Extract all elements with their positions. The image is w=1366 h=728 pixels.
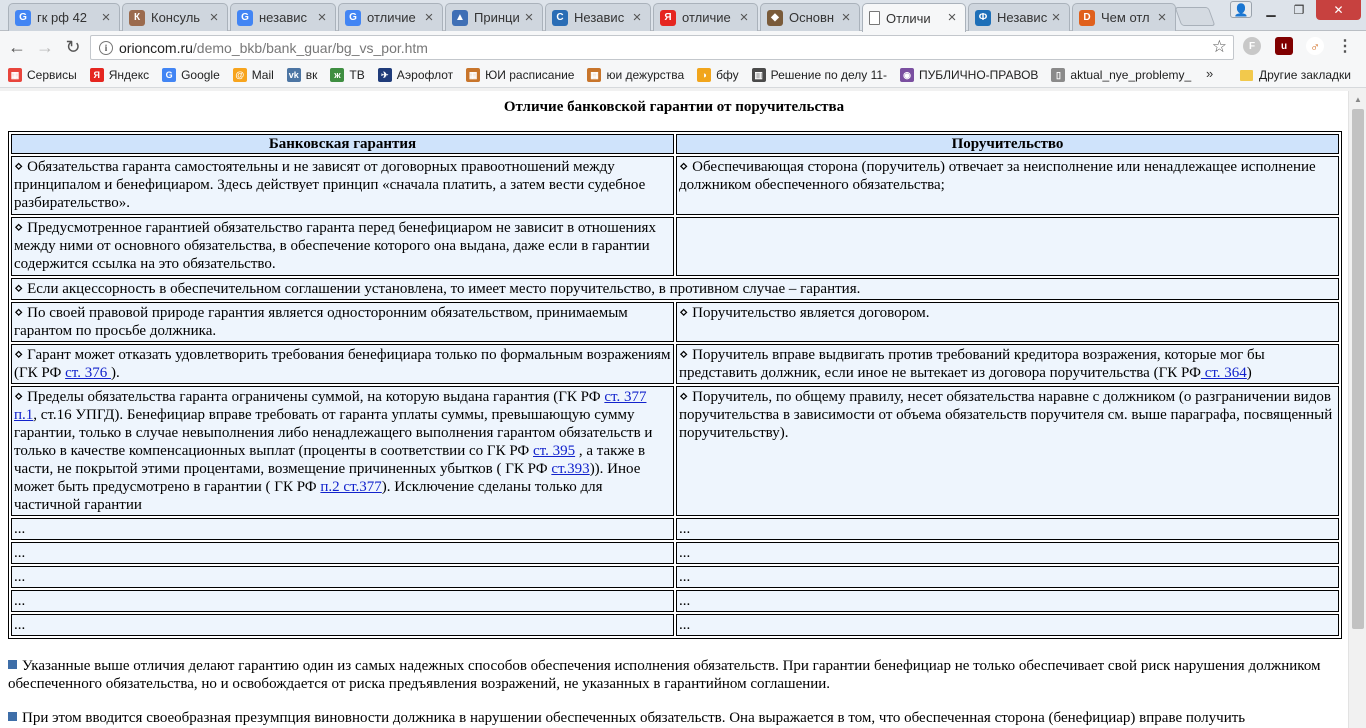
tab-6[interactable]: [545, 3, 651, 31]
maximize-icon: ❐: [1293, 3, 1305, 17]
cell-surety-1: ⋄ Обеспечивающая сторона (поручитель) отвечает за неисполнение или ненадлежащее исполнение должником обеспеченного обязательства;: [676, 156, 1339, 215]
tab-close-icon[interactable]: ×: [101, 8, 111, 26]
cell-text: , ст.16 УПГД). Бенефициар вправе требовать от гаранта уплаты суммы, превышающую сумму гарантии, только в случае невыполнения либо ненадлежащего выполнения гарантом обязательств и только в качестве компенсационных выплат (проценты в соответствии со ГК РФ: [14, 407, 653, 459]
bookmark-label: ПУБЛИЧНО-ПРАВОВ: [919, 68, 1039, 82]
tab-2[interactable]: [122, 3, 228, 31]
vertical-scrollbar[interactable]: [1348, 91, 1366, 728]
paragraph-presumption: [8, 709, 1338, 727]
tab-title: Консуль: [151, 10, 201, 25]
tab-title: гк рф 42: [37, 10, 88, 25]
bfu-icon: ◑: [697, 68, 711, 82]
table-header-row: [11, 134, 1339, 154]
bookmark-item[interactable]: [752, 68, 887, 82]
user-icon: 👤: [1233, 2, 1249, 17]
navigation-bar: [0, 31, 1366, 63]
bullet-square-icon: [8, 712, 17, 721]
cell-ellipsis: ...: [676, 614, 1339, 636]
cell-ellipsis: ...: [11, 542, 674, 564]
link-st-364[interactable]: ст. 364: [1200, 365, 1247, 381]
tab-close-icon[interactable]: ×: [424, 8, 434, 26]
site-icon: ▲: [452, 10, 468, 26]
mail-icon: @: [233, 68, 247, 82]
page-icon: [869, 11, 880, 25]
tab-close-icon[interactable]: ×: [739, 8, 749, 26]
bookmark-item[interactable]: [287, 68, 318, 82]
bookmark-item[interactable]: [378, 68, 453, 82]
tab-10[interactable]: [968, 3, 1070, 31]
court-icon: ▥: [752, 68, 766, 82]
bookmark-item[interactable]: [233, 68, 274, 82]
tab-5[interactable]: [445, 3, 543, 31]
cell-guarantee-4: ⋄ По своей правовой природе гарантия является односторонним обязательством, принимаемым гарантом по просьбе должника.: [11, 302, 674, 342]
google-icon: G: [15, 10, 31, 26]
new-tab-button[interactable]: [1175, 7, 1216, 26]
browser-chrome: [0, 0, 1366, 91]
vk-icon: vk: [288, 70, 299, 80]
reload-button[interactable]: [60, 35, 86, 59]
extension-f-icon[interactable]: F: [1243, 37, 1261, 55]
tab-title: Чем отл: [1101, 10, 1150, 25]
tab-strip: [0, 0, 1366, 31]
tab-7[interactable]: [653, 3, 758, 31]
cell-ellipsis: ...: [11, 566, 674, 588]
cell-ellipsis: ...: [11, 590, 674, 612]
table-row: [11, 386, 1339, 516]
paragraph-text: Указанные выше отличия делают гарантию один из самых надежных способов обеспечения исполнения обязательств. При гарантии бенефициар не только обеспечивает свой риск нарушения должником обеспеченного обязательства, но и освобождается от риска предъявления возражений, не указанных в гарантийном соглашении.: [8, 658, 1321, 692]
tab-9[interactable]: [862, 3, 966, 32]
back-button[interactable]: [4, 35, 30, 59]
tab-title: отличие: [367, 10, 416, 25]
cell-ellipsis: ...: [676, 542, 1339, 564]
table-row: [11, 344, 1339, 384]
bookmark-item[interactable]: [587, 68, 684, 82]
other-bookmarks-folder[interactable]: [1240, 68, 1351, 82]
forward-button[interactable]: [32, 35, 58, 59]
bookmark-label: Яндекс: [108, 68, 150, 82]
page-content: [0, 91, 1348, 728]
bookmark-item[interactable]: [1051, 68, 1191, 82]
tab-title: Основн: [789, 10, 835, 25]
paragraph-conclusion: [8, 657, 1338, 693]
tab-close-icon[interactable]: ×: [1157, 8, 1167, 26]
bookmark-label: Сервисы: [27, 68, 77, 82]
cell-ellipsis: ...: [676, 590, 1339, 612]
site-icon: ◆: [767, 10, 783, 26]
tab-title: Отличи: [886, 10, 931, 26]
tab-title: Независ: [997, 10, 1048, 25]
bullet-square-icon: [8, 660, 17, 669]
minimize-icon: ▁: [1266, 3, 1276, 17]
cell-text: ⋄ Поручитель вправе выдвигать против требований кредитора возражения, которые мог бы представить должник, если иное не вытекает из договора поручительства (ГК РФ: [679, 347, 1265, 381]
link-st-377-p1[interactable]: ст. 377 п.1: [14, 389, 647, 423]
link-st-395[interactable]: ст. 395: [533, 443, 576, 459]
reload-icon: ↻: [65, 36, 81, 57]
folder-icon: [1240, 70, 1253, 81]
bookmark-label: бфу: [716, 68, 739, 82]
bookmark-label: ЮИ расписание: [485, 68, 575, 82]
tab-8[interactable]: [760, 3, 860, 31]
tab-title: независ: [259, 10, 307, 25]
cell-ellipsis: ...: [11, 518, 674, 540]
tab-close-icon[interactable]: ×: [841, 8, 851, 26]
tab-4[interactable]: [338, 3, 443, 31]
cell-text: , а также в части, не покрытой этими процентами, возмещение причиненных убытков ( ГК РФ: [14, 443, 646, 477]
paragraph-text: При этом вводится своеобразная презумпция виновности должника в нарушении обеспеченных обязательств. Она выражается в том, что обеспеченная сторона (бенефициар) вправе получить: [22, 710, 1246, 726]
bookmark-item[interactable]: [162, 68, 220, 82]
google-icon: G: [162, 68, 176, 82]
cell-ellipsis: ...: [11, 614, 674, 636]
table-row: [11, 278, 1339, 300]
bookmark-label: aktual_nye_problemy_: [1070, 68, 1192, 82]
cell-ellipsis: ...: [676, 566, 1339, 588]
tab-close-icon[interactable]: ×: [632, 8, 642, 26]
bookmark-item[interactable]: [330, 68, 364, 82]
table-row: [11, 542, 1339, 564]
table-row: [11, 590, 1339, 612]
tab-close-icon[interactable]: ×: [524, 8, 534, 26]
close-window-button[interactable]: [1316, 0, 1361, 20]
apps-icon: ▦: [8, 68, 22, 82]
cell-guarantee-2: ⋄ Предусмотренное гарантией обязательство гаранта перед бенефициаром не зависит в отношениях между ними от основного обязательства, в обеспечение которого она выдана, даже если в гарантии содержится ссылка на это обязательство.: [11, 217, 674, 276]
header-bank-guarantee: Банковская гарантия: [11, 134, 674, 154]
cell-guarantee-1: ⋄ Обязательства гаранта самостоятельны и не зависят от договорных правоотношений между принципалом и бенефициаром. Здесь действует принцип «сначала платить, а затем вести судебное разбирательство».: [11, 156, 674, 215]
cell-text: ⋄ Гарант может отказать удовлетворить требования бенефициара только по формальным возражениям (ГК РФ: [14, 347, 671, 381]
tab-close-icon[interactable]: ×: [317, 8, 327, 26]
cell-accessory-note: ⋄ Если акцессорность в обеспечительном соглашении установлена, то имеет место поручительство, в противном случае – гарантия.: [11, 278, 1339, 300]
header-surety: Поручительство: [676, 134, 1339, 154]
table-row: [11, 302, 1339, 342]
table-row: [11, 156, 1339, 215]
cell-surety-6: ⋄ Поручитель, по общему правилу, несет обязательства наравне с должником (о разграничении видов поручительства в зависимости от объема обязательств поручителя см. выше параграфа, посвященный поручительству).: [676, 386, 1339, 516]
close-icon: ✕: [1333, 3, 1344, 17]
address-bar[interactable]: [90, 35, 1234, 60]
cell-surety-2: [676, 217, 1339, 276]
bookmark-label: Аэрофлот: [396, 68, 454, 82]
bookmark-label: Google: [181, 68, 220, 82]
document-icon: ▯: [1051, 68, 1065, 82]
emblem-icon: ◉: [900, 68, 914, 82]
page-title: Отличие банковской гарантии от поручительства: [503, 99, 845, 115]
site-icon: D: [1079, 10, 1095, 26]
yandex-icon: Я: [660, 10, 676, 26]
cell-text: ): [1246, 365, 1252, 381]
cell-text: ⋄ Пределы обязательства гаранта ограничены суммой, на которую выдана гарантия (ГК РФ: [14, 389, 605, 405]
bookmarks-bar: [0, 63, 1366, 88]
table-row: [11, 217, 1339, 276]
menu-icon[interactable]: ⋮: [1337, 38, 1353, 55]
google-icon: G: [345, 10, 361, 26]
bookmark-item[interactable]: [8, 68, 77, 82]
tab-3[interactable]: [230, 3, 336, 31]
table-row: [11, 566, 1339, 588]
bookmark-star-icon[interactable]: ☆: [1211, 37, 1227, 56]
bookmark-label: юи дежурства: [606, 68, 685, 82]
bookmark-item[interactable]: [90, 68, 149, 82]
scroll-up-icon[interactable]: ▲: [1354, 94, 1362, 104]
cell-surety-4: ⋄ Поручительство является договором.: [676, 302, 1339, 342]
bookmark-item[interactable]: [900, 68, 1038, 82]
yandex-icon: Я: [90, 68, 104, 82]
site-icon: Ф: [975, 10, 991, 26]
profile-button[interactable]: [1230, 1, 1252, 18]
tab-title: Независ: [574, 10, 625, 25]
cell-ellipsis: ...: [676, 518, 1339, 540]
cell-text: ).: [110, 365, 120, 381]
tab-11[interactable]: [1072, 3, 1176, 31]
tab-close-icon[interactable]: ×: [947, 9, 957, 26]
bookmark-label: Решение по делу 11-: [770, 68, 888, 82]
consultant-icon: К: [129, 10, 145, 26]
tab-title: отличие: [682, 10, 731, 25]
extension-bike-icon[interactable]: ♂: [1306, 37, 1324, 55]
maximize-button[interactable]: [1286, 0, 1312, 20]
link-st-393[interactable]: ст.393: [551, 461, 590, 477]
ublock-icon[interactable]: u: [1275, 37, 1293, 55]
tab-close-icon[interactable]: ×: [209, 8, 219, 26]
bookmarks-overflow-button[interactable]: »: [1206, 66, 1214, 81]
google-icon: G: [237, 10, 253, 26]
tab-1[interactable]: [8, 3, 120, 31]
url-host: orioncom.ru: [119, 39, 193, 56]
link-st-376[interactable]: ст. 376: [65, 365, 111, 381]
tab-close-icon[interactable]: ×: [1051, 8, 1061, 26]
minimize-button[interactable]: [1258, 0, 1284, 20]
bookmark-item[interactable]: [466, 68, 574, 82]
schedule-icon: ▦: [466, 68, 480, 82]
tv-icon: ж: [330, 68, 344, 82]
scroll-thumb[interactable]: [1352, 109, 1364, 629]
tab-title: Принци: [474, 10, 520, 25]
cell-guarantee-5: [11, 344, 674, 384]
link-p2-st-377[interactable]: п.2 ст.377: [320, 479, 382, 495]
cell-text: )). Иное может быть предусмотрено в гарантии ( ГК РФ: [14, 461, 641, 495]
bookmark-label: ТВ: [349, 68, 365, 82]
url-path: /demo_bkb/bank_guar/bg_vs_por.htm: [192, 39, 428, 56]
comparison-table: [8, 131, 1342, 639]
back-arrow-icon: ←: [8, 36, 26, 57]
bookmark-label: вк: [305, 68, 318, 82]
table-row: [11, 614, 1339, 636]
forward-arrow-icon: →: [36, 36, 54, 57]
info-icon: i: [99, 41, 113, 55]
aeroflot-icon: ✈: [378, 68, 392, 82]
bookmark-label: Mail: [251, 68, 274, 82]
table-row: [11, 518, 1339, 540]
schedule-icon: ▦: [587, 68, 601, 82]
other-bookmarks-label: Другие закладки: [1259, 68, 1351, 82]
cell-text: ). Исключение сделаны только для частичной гарантии: [14, 479, 603, 513]
coach-icon: C: [552, 10, 568, 26]
cell-surety-5: [676, 344, 1339, 384]
cell-guarantee-6: [11, 386, 674, 516]
bookmark-item[interactable]: [697, 68, 738, 82]
